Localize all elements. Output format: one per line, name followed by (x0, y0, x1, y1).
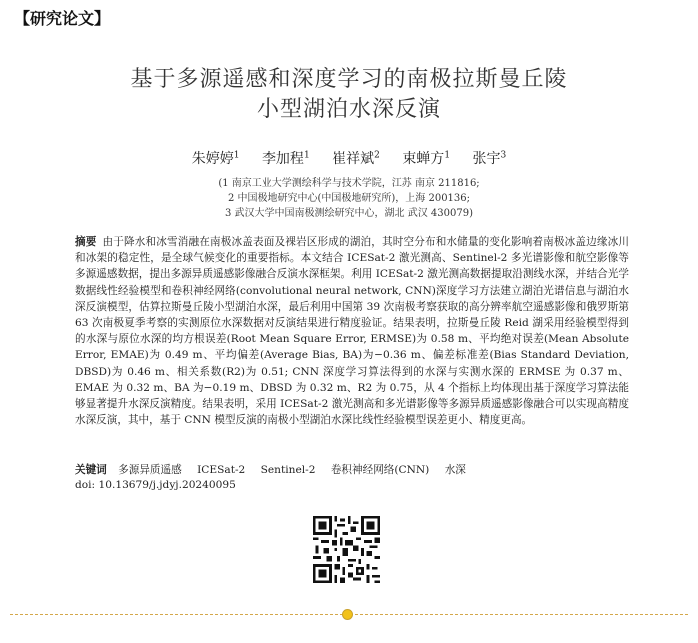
section-tag: 【研究论文】 (14, 9, 111, 28)
keyword: 多源异质遥感 (118, 464, 182, 476)
keyword: Sentinel-2 (260, 464, 316, 476)
paper-title-line2: 小型湖泊水深反演 (256, 97, 441, 122)
author: 李加程$^1$ (261, 150, 310, 167)
keywords-label: 关键词 (75, 464, 107, 476)
author-list (0, 148, 698, 168)
qr-code-icon[interactable] (313, 516, 380, 583)
abstract-label: 摘要 (75, 236, 97, 248)
author: 束蝉方$^1$ (402, 150, 451, 167)
paper-title-line1: 基于多源遥感和深度学习的南极拉斯曼丘陵 (130, 67, 568, 92)
affiliation: 2 中国极地研究中心(中国极地研究所)，上海 200136; (227, 193, 471, 204)
keyword: 卷积神经网络(CNN) (330, 464, 430, 476)
keywords (75, 462, 478, 477)
affiliation: 3 武汉大学中国南极测绘研究中心，湖北 武汉 430079) (225, 208, 473, 219)
keyword: ICESat-2 (197, 464, 246, 476)
affiliation: (1 南京工业大学测绘科学与技术学院，江苏 南京 211816; (218, 178, 480, 189)
doi: doi: 10.13679/j.jdyj.20240095 (75, 479, 236, 491)
author: 崔祥斌$^2$ (332, 150, 380, 167)
abstract (75, 234, 629, 428)
divider-dot (342, 609, 353, 620)
keyword: 水深 (444, 464, 466, 476)
abstract-text: 由于降水和冰雪消融在南极冰盖表面及裸岩区形成的湖泊，其时空分布和水储量的变化影响着南极冰盖边缘冰川和冰架的稳定性，是全球气候变化的重要指标。本文结合 ICESat-2 激光测高、Sentinel-2 多光谱影像和航空影像等多源遥感数据，提出多源异质遥感影像融合反演水深框架。利用 ICESat-2 激光测高数据提取沿测线水深，并结合光学数据线性经验模型和卷积神经网络(convolutional neural network, CNN)深度学习方法建立湖泊光谱信息与湖泊水深反演模型，估算拉斯曼丘陵小型湖泊水深，最后利用中国第 39 次南极考察获取的高分辨率航空遥感影像和俄罗斯第 63 次南极夏季考察的实测原位水深数据对反演结果进行精度验证。结果表明，拉斯曼丘陵 Reid 湖采用经验模型得到的水深与原位水深的均方根误差(Root Mean Square Error, ERMSE)为 0.58 m、平均绝对误差(Mean Absolute Error, EMAE)为 0.49 m、平均偏差(Average Bias, BA)为−0.36 m、偏差标准差(Bias Standard Deviation, DBSD)为 0.46 m、相关系数(R2)为 0.51; CNN 深度学习算法得到的水深与实测水深的 ERMSE 为 0.37 m、EMAE 为 0.32 m、BA 为−0.19 m、DBSD 为 0.32 m、R2 为 0.75，从 4 个指标上均体现出基于深度学习算法能够显著提升水深反演精度。结果表明，采用 ICESat-2 激光测高和多光谱影像等多源异质遥感影像融合可以实现高精度水深反演，其中，基于 CNN 模型反演的南极小型湖泊水深比线性经验模型误差更小、精度更高。 (75, 236, 629, 427)
author: 朱婷婷$^1$ (191, 150, 240, 167)
author: 张宇$^3$ (472, 150, 507, 167)
